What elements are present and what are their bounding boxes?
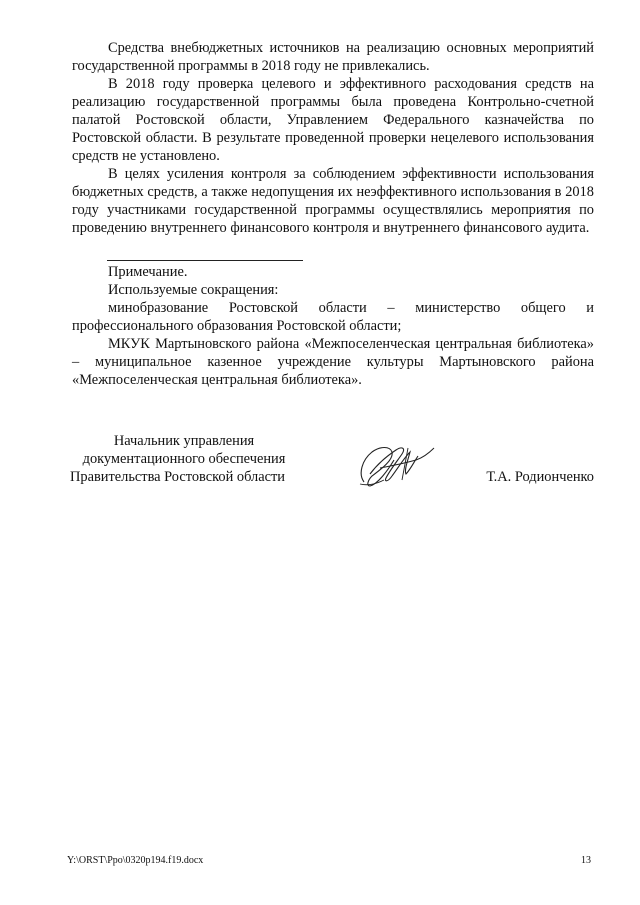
- footer-file-path: Y:\ORST\Ppo\0320p194.f19.docx: [67, 855, 204, 866]
- notes-section: [72, 263, 594, 389]
- notes-separator-line: [107, 260, 303, 261]
- paragraph-internal-control: В целях усиления контроля за соблюдением эффективности использования бюджетных средств, а также недопущения их неэффективного использования в 2018 году участниками государственной программы осуществлялись мероприятия по проведению внутреннего финансового контроля и внутреннего финансового аудита.: [72, 166, 594, 236]
- handwritten-signature: [350, 430, 440, 500]
- notes-subtitle: Используемые сокращения:: [108, 282, 279, 298]
- signatory-title-line-2: документационного обеспечения: [82, 451, 286, 467]
- note-item-minobrazovanie: минобразование Ростовской области – министерство общего и профессионального образования Ростовской области;: [72, 300, 594, 334]
- notes-title: Примечание.: [108, 264, 188, 280]
- paragraph-audit-check: В 2018 году проверка целевого и эффективного расходования средств на реализацию государственной программы была проведена Контрольно-счетной палатой Ростовской области, Управлением Федерального казначейства по Ростовской области. В результате проведенной проверки нецелевого использования средств не установлено.: [72, 76, 594, 164]
- footer-page-number: 13: [581, 855, 591, 866]
- paragraph-extrabudgetary-funds: Средства внебюджетных источников на реализацию основных мероприятий государственной программы в 2018 году не привлекались.: [72, 40, 594, 74]
- body-text: [72, 39, 594, 237]
- signatory-title: [64, 432, 304, 486]
- signatory-title-line-1: Начальник управления: [113, 433, 255, 449]
- signer-name: Т.А. Родионченко: [486, 469, 594, 485]
- note-item-mkuk: МКУК Мартыновского района «Межпоселенческая центральная библиотека» – муниципальное казенное учреждение культуры Мартыновского района «Межпоселенческая центральная библиотека».: [72, 336, 594, 388]
- signatory-title-line-3: Правительства Ростовской области: [70, 469, 285, 485]
